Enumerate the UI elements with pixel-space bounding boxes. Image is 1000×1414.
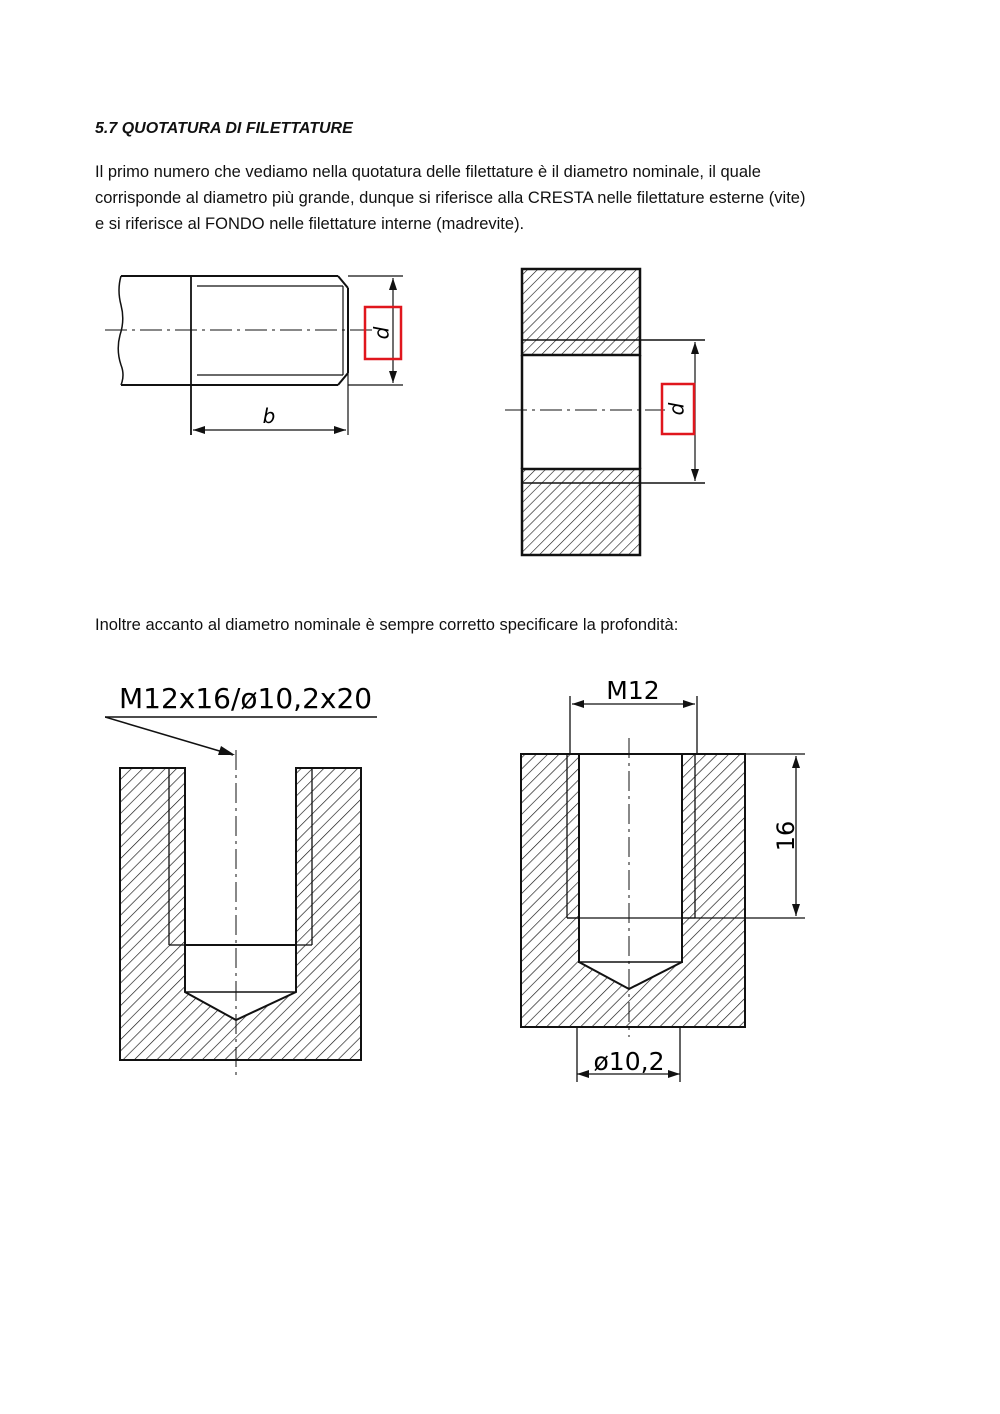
intro-line-2: corrisponde al diametro più grande, dunque si riferisce alla CRESTA nelle filettature esterne (vite) <box>95 189 806 207</box>
intro-line-3: e si riferisce al FONDO nelle filettature interne (madrevite). <box>95 215 525 233</box>
diameter-label: d <box>664 402 689 416</box>
intro-line-1: Il primo numero che vediamo nella quotatura delle filettature è il diametro nominale, il quale <box>95 163 761 181</box>
section-heading: 5.7 QUOTATURA DI FILETTATURE <box>95 120 353 137</box>
thread-callout: M12x16/ø10,2x20 <box>119 682 373 715</box>
length-label: b <box>262 404 276 428</box>
depth-paragraph: Inoltre accanto al diametro nominale è sempre corretto specificare la profondità: <box>95 616 679 634</box>
internal-thread-figure <box>505 262 720 562</box>
intro-paragraph <box>95 159 915 237</box>
thread-size-label: M12 <box>606 676 660 705</box>
drill-diameter-label: ø10,2 <box>593 1047 665 1076</box>
external-thread-figure <box>105 260 415 445</box>
diameter-label: d <box>369 326 394 340</box>
leader-callout-figure <box>105 670 395 1080</box>
depth-label: 16 <box>772 820 800 852</box>
dimensioned-hole-figure <box>505 672 810 1084</box>
